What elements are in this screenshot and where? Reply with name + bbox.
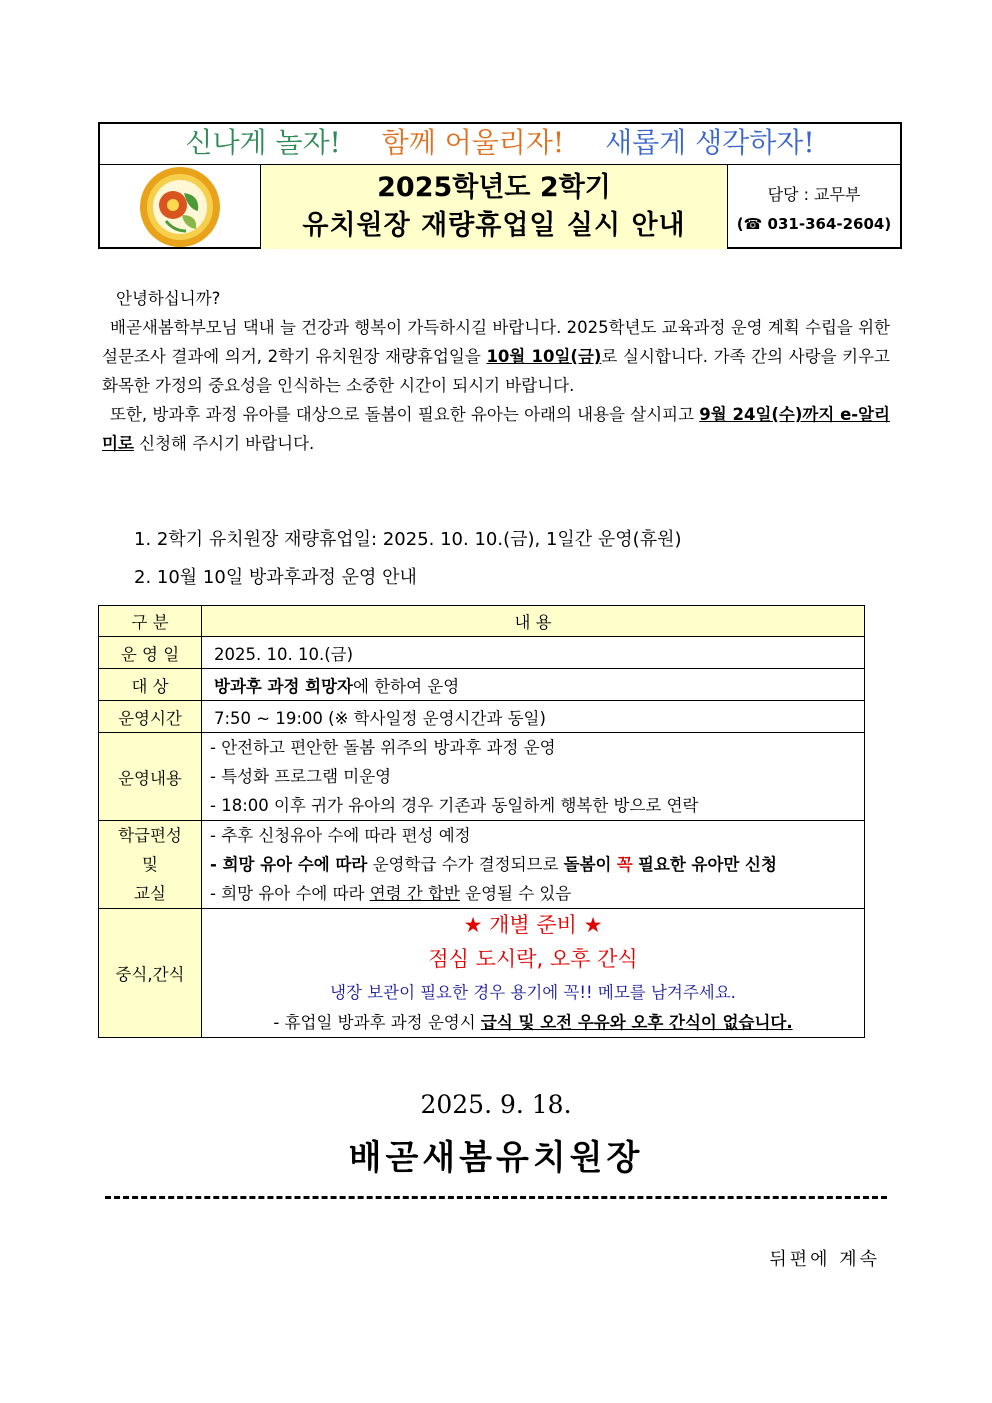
list-item-1: 1. 2학기 유치원장 재량휴업일: 2025. 10. 10.(금), 1일간 운영(휴원) <box>134 529 682 550</box>
table-row <box>99 701 865 733</box>
slogan-2: 함께 어울리자! <box>381 126 565 159</box>
notice-header <box>98 122 902 249</box>
title-line-1: 2025학년도 2학기 <box>377 172 611 203</box>
row-label: 학급편성 및 교실 <box>99 821 202 909</box>
contact-cell <box>728 165 900 249</box>
letter-body <box>102 284 890 458</box>
title-line-2: 유치원장 재량휴업일 실시 안내 <box>302 210 686 241</box>
list-item-2: 2. 10월 10일 방과후과정 운영 안내 <box>134 567 417 588</box>
contact-person: 담당 : 교무부 <box>767 184 861 204</box>
holiday-date: 10월 10일(금) <box>486 347 602 366</box>
school-principal: 배곧새봄유치원장 <box>348 1138 644 1178</box>
table-row <box>99 733 865 821</box>
paragraph-1: 배곧새봄학부모님 댁내 늘 건강과 행복이 가득하시길 바랍니다. 2025학년도 교육과정 운영 계획 수립을 위한 설문조사 결과에 의거, 2학기 유치원장 재량휴업일을 10월 10일(금)로 실시합니다. 가족 간의 사랑을 키우고 화목한 가정의 중요성을 인식하는 소중한 시간이 되시기 바랍니다. <box>102 318 890 395</box>
row-value: - 안전하고 편안한 돌봄 위주의 방과후 과정 운영 - 특성화 프로그램 미운영 - 18:00 이후 귀가 유아의 경우 기존과 동일하게 행복한 방으로 연락 <box>202 733 865 821</box>
header-category: 구 분 <box>99 606 202 637</box>
greeting: 안녕하십니까? <box>116 289 221 308</box>
afterschool-table <box>98 605 865 1038</box>
info-list <box>134 521 682 597</box>
slogan-3: 새롭게 생각하자! <box>605 126 815 159</box>
row-label: 운영시간 <box>99 701 202 733</box>
slogan-bar <box>100 124 900 165</box>
row-label: 운 영 일 <box>99 637 202 669</box>
row-label: 중식,간식 <box>99 909 202 1038</box>
table-row <box>99 637 865 669</box>
row-value: 7:50 ~ 19:00 (※ 학사일정 운영시간과 동일) <box>202 701 865 733</box>
table-row <box>99 909 865 1038</box>
table-row <box>99 669 865 701</box>
application-deadline: 9월 24일(수)까지 e-알리미로 <box>102 405 890 453</box>
paragraph-2: 또한, 방과후 과정 유아를 대상으로 돌봄이 필요한 유아는 아래의 내용을 살시피고 9월 24일(수)까지 e-알리미로 신청해 주시기 바랍니다. <box>102 405 890 453</box>
row-value: 2025. 10. 10.(금) <box>202 637 865 669</box>
contact-phone: (☎ 031-364-2604) <box>736 214 892 233</box>
header-content: 내 용 <box>202 606 865 637</box>
row-value: - 추후 신청유아 수에 따라 편성 예정 - 희망 유아 수에 따라 운영학급 수가 결정되므로 돌봄이 꼭 필요한 유아만 신청 - 희망 유아 수에 따라 연령 간 합반 운영될 수 있음 <box>202 821 865 909</box>
issue-date: 2025. 9. 18. <box>420 1090 572 1119</box>
notice-title <box>261 165 728 249</box>
row-value: 방과후 과정 희망자에 한하여 운영 <box>202 669 865 701</box>
row-label: 대 상 <box>99 669 202 701</box>
cut-line <box>105 1196 887 1199</box>
logo-cell <box>100 165 261 249</box>
table-row <box>99 821 865 909</box>
row-value: ★ 개별 준비 ★ 점심 도시락, 오후 간식 냉장 보관이 필요한 경우 용기에 꼭!! 메모를 남겨주세요. - 휴업일 방과후 과정 운영시 급식 및 오전 우유와 오후 간식이 없습니다. <box>202 909 865 1038</box>
row-label: 운영내용 <box>99 733 202 821</box>
continued-note: 뒤편에 계속 <box>769 1249 880 1270</box>
slogan-1: 신나게 놀자! <box>185 126 341 159</box>
school-logo-icon <box>138 165 222 249</box>
table-header-row <box>99 606 865 637</box>
